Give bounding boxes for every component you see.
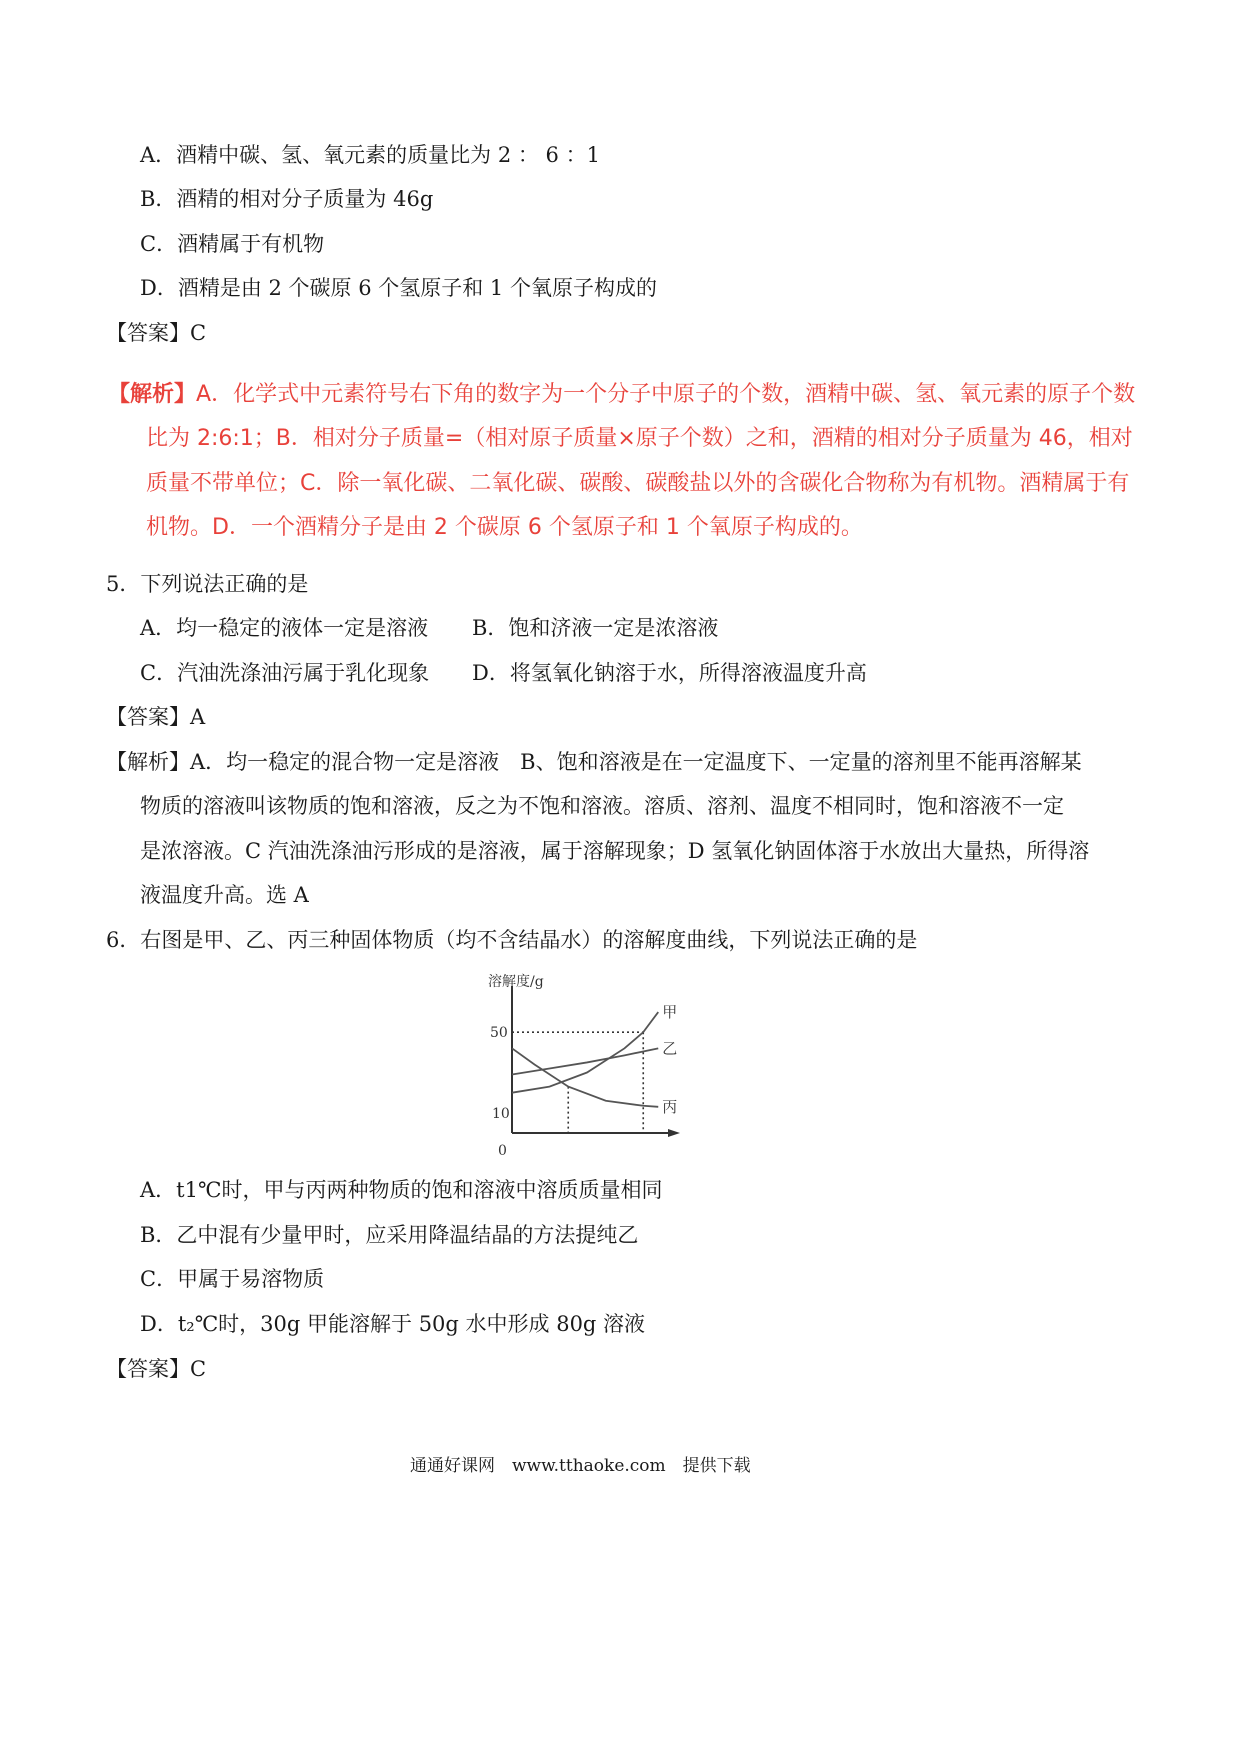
series-label: 甲 — [662, 1003, 678, 1022]
y-axis-label: 溶解度/g — [488, 974, 544, 990]
series-line — [512, 1048, 658, 1106]
page-footer: 通通好课网 www.tthaoke.com 提供下载 — [410, 1456, 751, 1476]
q5-analysis-line-3: 是浓溶液。C 汽油洗涤油污形成的是溶液，属于溶解现象；D 氢氧化钠固体溶于水放出大量热，所得溶 — [140, 839, 1090, 863]
y-tick-label: 50 — [490, 1025, 508, 1042]
q5-option-b: B．饱和济液一定是浓溶液 — [472, 616, 719, 640]
origin-label: 0 — [498, 1143, 507, 1158]
q4-option-c: C．酒精属于有机物 — [140, 232, 325, 256]
q4-analysis-line-1 — [108, 380, 1135, 410]
x-axis-arrow — [668, 1129, 680, 1137]
series-label: 丙 — [662, 1097, 678, 1116]
q4-option-a: A．酒精中碳、氢、氧元素的质量比为 2 ： 6 ：1 — [140, 143, 600, 167]
series-line — [512, 1048, 658, 1074]
q4-analysis-line-4: 机物。D．一个酒精分子是由 2 个碳原 6 个氢原子和 1 个氧原子构成的。 — [146, 515, 863, 540]
q4-option-b: B．酒精的相对分子质量为 46g — [140, 187, 434, 211]
series-label: 乙 — [662, 1039, 678, 1058]
q6-option-d: D．t₂℃时，30g 甲能溶解于 50g 水中形成 80g 溶液 — [140, 1312, 646, 1336]
q5-analysis-line-1: 【解析】A．均一稳定的混合物一定是溶液 B、饱和溶液是在一定温度下、一定量的溶剂里不能再溶解某 — [106, 750, 1082, 774]
q6-option-c: C．甲属于易溶物质 — [140, 1267, 325, 1291]
q6-answer: 【答案】C — [106, 1357, 207, 1381]
q4-analysis-text-1: A．化学式中元素符号右下角的数字为一个分子中原子的个数，酒精中碳、氢、氧元素的原子个数 — [196, 382, 1136, 407]
q4-answer: 【答案】C — [106, 321, 207, 345]
q6-stem: 6．右图是甲、乙、丙三种固体物质（均不含结晶水）的溶解度曲线，下列说法正确的是 — [106, 928, 918, 952]
y-tick-label: 10 — [492, 1105, 510, 1122]
q5-option-d: D．将氢氧化钠溶于水，所得溶液温度升高 — [472, 661, 867, 685]
q5-stem: 5．下列说法正确的是 — [106, 572, 309, 596]
q5-analysis-line-2: 物质的溶液叫该物质的饱和溶液，反之为不饱和溶液。溶质、溶剂、温度不相同时，饱和溶液不一定 — [140, 794, 1064, 818]
chart-layer — [488, 973, 680, 1158]
q6-option-a: A．t1℃时，甲与丙两种物质的饱和溶液中溶质质量相同 — [140, 1178, 663, 1202]
q6-option-b: B．乙中混有少量甲时，应采用降温结晶的方法提纯乙 — [140, 1223, 639, 1247]
q5-answer: 【答案】A — [106, 705, 206, 729]
q4-analysis-tag: 【解析】 — [108, 382, 197, 407]
q4-analysis-line-3: 质量不带单位；C．除一氧化碳、二氧化碳、碳酸、碳酸盐以外的含碳化合物称为有机物。酒精属于有 — [146, 471, 1130, 496]
q5-option-a: A．均一稳定的液体一定是溶液 — [140, 616, 429, 640]
q5-option-c: C．汽油洗涤油污属于乳化现象 — [140, 661, 430, 685]
q5-analysis-line-4: 液温度升高。选 A — [140, 883, 309, 907]
solubility-chart — [480, 968, 700, 1158]
q4-option-d: D．酒精是由 2 个碳原 6 个氢原子和 1 个氧原子构成的 — [140, 276, 657, 300]
q4-analysis-line-2: 比为 2:6:1；B．相对分子质量=（相对原子质量×原子个数）之和，酒精的相对分子质量为 46，相对 — [146, 426, 1133, 451]
